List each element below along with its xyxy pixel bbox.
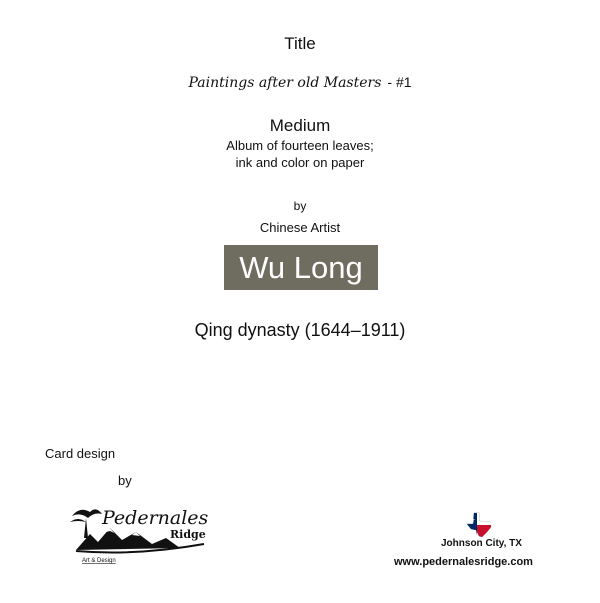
- logo-tagline: Art & Design: [82, 558, 116, 564]
- medium-line-2: ink and color on paper: [235, 155, 365, 170]
- artist-name-banner: [224, 245, 378, 290]
- card-design-by: by: [118, 473, 132, 488]
- medium-line-1: Album of fourteen leaves;: [226, 138, 374, 153]
- website-url[interactable]: www.pedernalesridge.com: [394, 556, 533, 568]
- logo-name: Pedernales: [102, 507, 209, 529]
- logo-name-2: Ridge: [170, 528, 206, 541]
- card-design-label: Card design: [45, 446, 116, 461]
- tree-icon: [70, 509, 102, 538]
- medium-label: Medium: [269, 116, 331, 135]
- painting-number: - #1: [387, 74, 412, 90]
- title-label: Title: [284, 34, 316, 53]
- location-text: Johnson City, TX: [441, 538, 522, 549]
- texas-flag-icon: [466, 512, 492, 538]
- artist-role: Chinese Artist: [259, 220, 341, 235]
- era-text: Qing dynasty (1644–1911): [194, 320, 406, 340]
- painting-title: [0, 74, 600, 91]
- artist-name: Wu Long: [239, 249, 363, 285]
- by-label: by: [293, 199, 307, 213]
- pedernales-ridge-logo: [66, 498, 210, 566]
- painting-title-text: Paintings after old Masters: [188, 75, 382, 91]
